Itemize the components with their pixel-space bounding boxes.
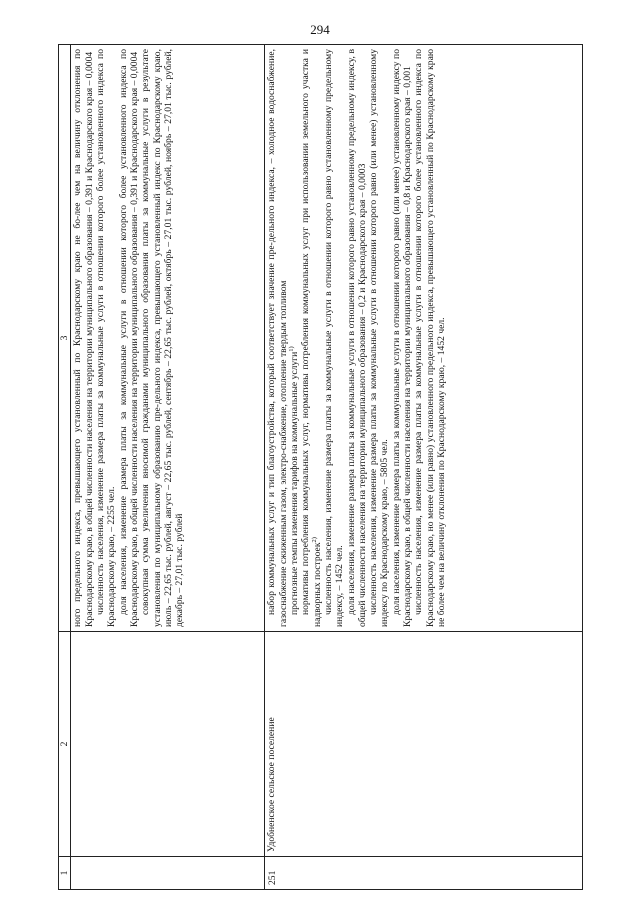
table-header-row (59, 45, 71, 890)
footnote-marker: 1) (287, 346, 295, 352)
description-paragraph (368, 49, 391, 627)
header-col-1: 1 (59, 857, 71, 890)
paragraph-text: нормативы потребления коммунальных услуг, нормативы потребления коммунальных услуг при использовании земельного участка и надворных построек (300, 49, 323, 627)
description-cell (265, 45, 583, 632)
description-cell (71, 45, 265, 632)
row-number-cell (71, 857, 265, 890)
description-paragraph (391, 49, 414, 627)
description-paragraph (413, 49, 447, 627)
paragraph-text: набор коммунальных услуг и тип благоустройства, который соответствует значение пре-дельного индекса, – холодное водоснабжение, газоснабжение сжиженным газом, электро-снабжение, отопление твердым топливом (266, 49, 289, 627)
settlement-name-cell (71, 632, 265, 857)
rotated-table-container (58, 49, 578, 890)
description-paragraph: совокупная сумма увеличения вносимой гражданами муниципального образования платы за коммунальные услуги в результате установления по муниципальному образованию пре-дельного индекса, превышающего установленный индекс по Краснодарскому краю, июль – 22,65 тыс. рублей, август – 22,65 тыс. рублей, сентябрь – 22,65 тыс. рублей, октябрь – 27,01 тыс. рублей, ноябрь – 27,01 тыс. рублей, декабрь – 27,01 тыс. рублей (140, 49, 186, 627)
header-col-3: 3 (59, 45, 71, 632)
settlement-name-cell: Удобненское сельское поселение (265, 632, 583, 857)
description-paragraph: доля населения, изменение размера платы за коммунальные услуги в отношении которого более установленного индекса по Краснодарскому краю, в общей численности населения на территории муниципального образования – 0,391 и Краснодарского края – 0,0004 (117, 49, 140, 627)
paragraph-text: прогнозные темпы изменения тарифов на коммунальные услуги (288, 351, 300, 615)
description-paragraph: численность населения, изменение размера платы за коммунальные услуги в отношении которого более установленного индекса по Краснодарскому краю, – 2255 чел. (94, 49, 118, 627)
paragraph-text: доля населения, изменение размера платы за коммунальные услуги в отношении которого равно установленному предельному индексу, в общей численности населения на территории муниципального образования – 0,2 и Краснодарского края – 0,0003 (345, 49, 368, 627)
row-number-cell: 251 (265, 857, 583, 890)
header-col-2: 2 (59, 632, 71, 857)
table-row (265, 45, 583, 890)
page-number: 294 (310, 22, 330, 37)
tariff-index-table (58, 44, 583, 890)
paragraph-text: доля населения, изменение размера платы за коммунальные услуги в отношении которого равно (или менее) установленному индексу по Краснодарскому краю, в общей численности населения на территории муниципального образования – 0,8 и Краснодарского края – 0,001 (390, 49, 414, 627)
description-paragraph (323, 49, 346, 627)
description-paragraph (346, 49, 369, 627)
paragraph-text: численность населения, изменение размера платы за коммунальные услуги в отношении которого равно установленному предельному индексу, – 1452 чел. (322, 49, 346, 627)
description-paragraph: ного предельного индекса, превышающего установленный по Краснодарскому краю не бо-лее чем на величину отклонения по Краснодарскому краю, в общей численности населения на территории муниципального образования – 0,391 и Краснодарского края – 0,0004 (72, 49, 95, 627)
paragraph-text: численность населения, изменение размера платы за коммунальные услуги в отношении которого более установленного индекса по Краснодарскому краю, но менее (или равно) установленного предельного индекса, превышающего установленный по Краснодарскому краю не более чем на величину отклонения по Краснодарскому краю, – 1452 чел. (413, 49, 447, 627)
description-paragraph (266, 49, 289, 627)
description-paragraph (289, 49, 300, 627)
paragraph-text: численность населения, изменение размера платы за коммунальные услуги в отношении которого равно (или менее) установленному индексу по Краснодарскому краю, – 5805 чел. (368, 49, 391, 627)
table-row (71, 45, 265, 890)
footnote-marker: 2) (310, 537, 318, 543)
description-paragraph (300, 49, 323, 627)
